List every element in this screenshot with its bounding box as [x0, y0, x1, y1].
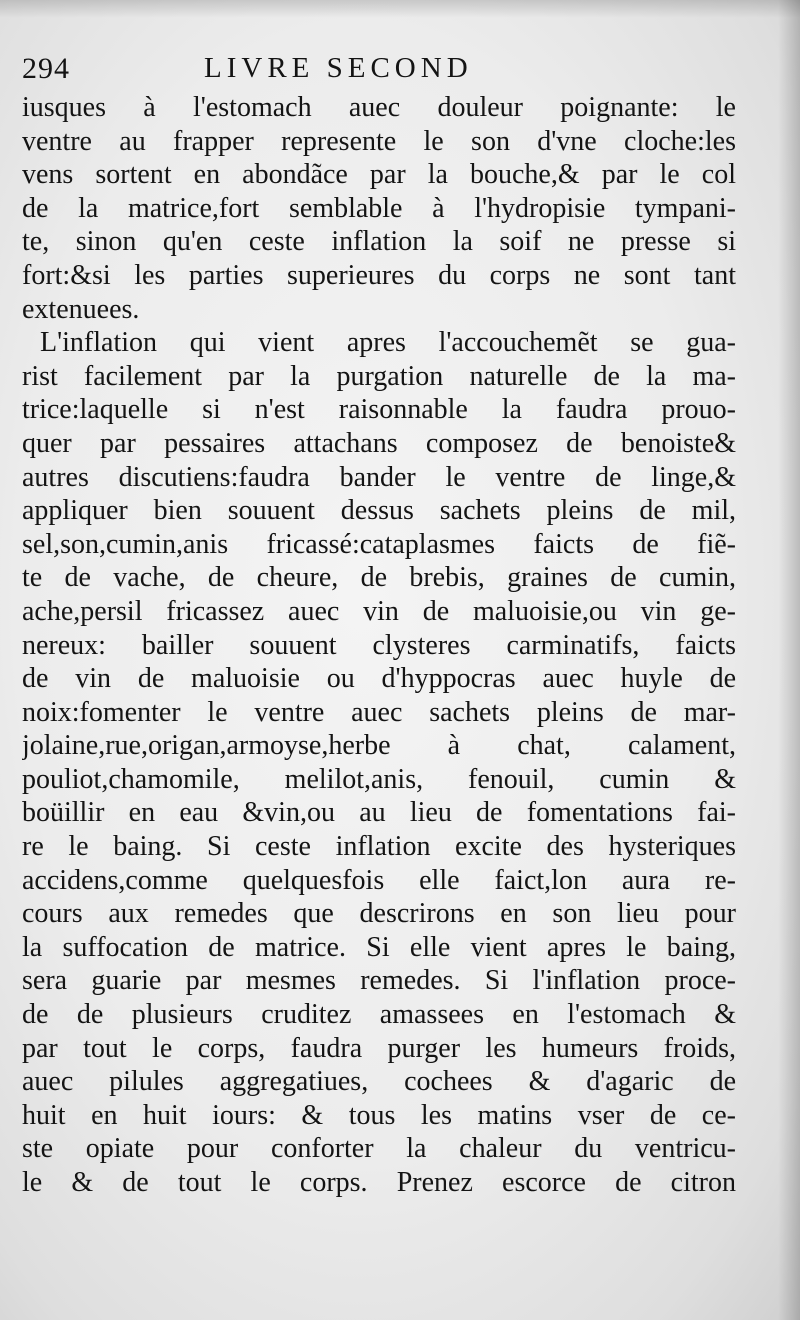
text-line: te de vache, de cheure, de brebis, graines de cumin, — [22, 562, 736, 594]
text-line: pouliot,chamomile, melilot,anis, fenouil, cumin & — [22, 763, 736, 795]
page-header — [22, 52, 742, 92]
text-line: de de plusieurs cruditez amassees en l'estomach & — [22, 999, 736, 1031]
text-line: te, sinon qu'en ceste inflation la soif ne presse si — [22, 226, 736, 258]
page-number: 294 — [22, 52, 70, 85]
text-line: de la matrice,fort semblable à l'hydropisie tympani- — [22, 192, 736, 224]
running-head: LIVRE SECOND — [204, 52, 473, 84]
text-line: cours aux remedes que descrirons en son lieu pour — [22, 898, 736, 930]
text-line: de vin de maluoisie ou d'hyppocras auec huyle de — [22, 663, 736, 695]
body-text — [22, 91, 736, 1200]
text-line: extenuees. — [22, 293, 140, 325]
text-line: ache,persil fricassez auec vin de maluoisie,ou vin ge- — [22, 595, 736, 627]
text-line: vens sortent en abondãce par la bouche,& par le col — [22, 159, 736, 191]
text-line: rist facilement par la purgation naturelle de la ma- — [22, 360, 736, 392]
text-line: iusques à l'estomach auec douleur poignante: le — [22, 92, 736, 123]
text-line: nereux: bailler souuent clysteres carminatifs, faicts — [22, 629, 736, 661]
text-line: huit en huit iours: & tous les matins vser de ce- — [22, 1099, 736, 1131]
text-line: la suffocation de matrice. Si elle vient apres le baing, — [22, 931, 736, 963]
text-line: fort:&si les parties superieures du corps ne sont tant — [22, 259, 736, 291]
text-line: re le baing. Si ceste inflation excite des hysteriques — [22, 831, 736, 863]
text-line: par tout le corps, faudra purger les humeurs froids, — [22, 1032, 736, 1064]
text-line: ste opiate pour conforter la chaleur du ventricu- — [22, 1133, 736, 1165]
page-top-shadow — [0, 0, 800, 18]
text-line: noix:fomenter le ventre auec sachets pleins de mar- — [22, 696, 736, 728]
text-line: sel,son,cumin,anis fricassé:cataplasmes faicts de fiẽ- — [22, 528, 736, 560]
text-line: autres discutiens:faudra bander le ventre de linge,& — [22, 461, 736, 493]
text-line: ventre au frapper represente le son d'vne cloche:les — [22, 125, 736, 157]
text-line: L'inflation qui vient apres l'accouchemẽt se gua- — [40, 327, 736, 359]
text-line: appliquer bien souuent dessus sachets pleins de mil, — [22, 495, 736, 527]
text-line: auec pilules aggregatiues, cochees & d'agaric de — [22, 1066, 736, 1098]
page-gutter-shadow — [778, 0, 800, 1320]
text-line: accidens,comme quelquesfois elle faict,lon aura re- — [22, 864, 736, 896]
text-line: quer par pessaires attachans composez de benoiste& — [22, 427, 736, 459]
text-line: boüillir en eau &vin,ou au lieu de fomentations fai- — [22, 797, 736, 829]
text-line: le & de tout le corps. Prenez escorce de citron — [22, 1167, 736, 1198]
text-line: trice:laquelle si n'est raisonnable la faudra prouo- — [22, 394, 736, 426]
text-line: jolaine,rue,origan,armoyse,herbe à chat, calament, — [22, 730, 736, 762]
text-line: sera guarie par mesmes remedes. Si l'inflation proce- — [22, 965, 736, 997]
